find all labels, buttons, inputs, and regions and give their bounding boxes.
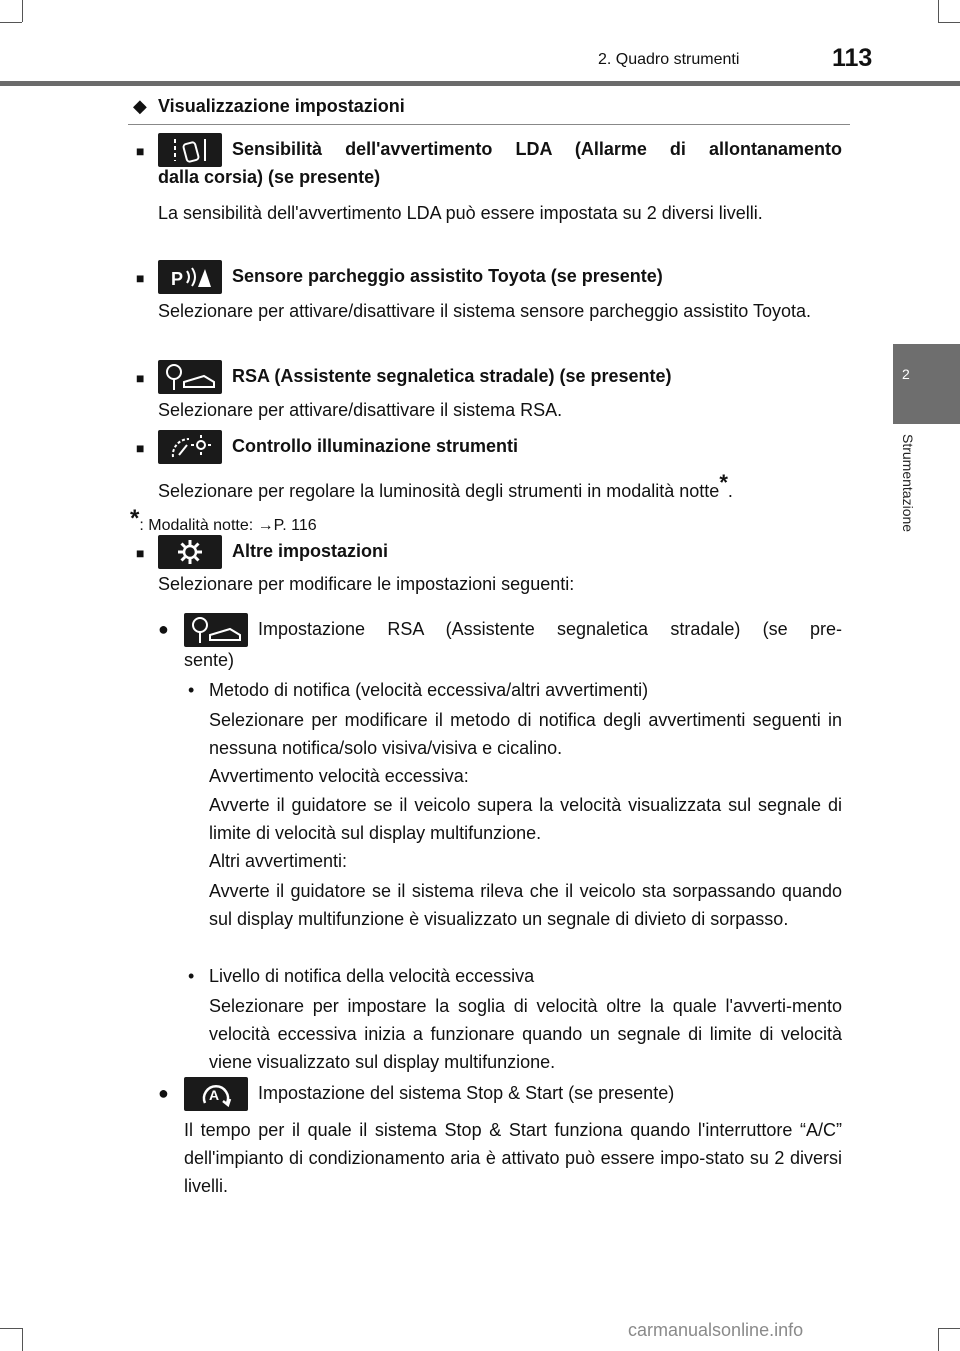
section-rule [128, 124, 850, 125]
crop-mark [938, 0, 939, 22]
item-body: La sensibilità dell'avvertimento LDA può essere impostata su 2 diversi livelli. [158, 203, 763, 223]
arrow-right-icon: → [257, 517, 274, 534]
item-title: Altre impostazioni [232, 541, 389, 561]
item-body: Selezionare per modificare le impostazioni seguenti: [158, 574, 575, 594]
crop-mark [0, 22, 22, 23]
square-bullet-icon: ■ [136, 270, 145, 286]
item-body: Selezionare per attivare/disattivare il sistema sensore parcheggio assistito Toyota. [158, 301, 812, 321]
round-bullet-icon: ● [158, 619, 169, 639]
chapter-title: 2. Quadro strumenti [598, 51, 740, 68]
watermark: carmanualsonline.info [628, 1320, 804, 1340]
crop-mark [938, 1328, 939, 1351]
section-title: Visualizzazione impostazioni [158, 96, 405, 116]
rsa-icon [184, 613, 248, 647]
stop-start-icon [184, 1077, 248, 1111]
illumination-icon [158, 430, 222, 464]
list-bullet: • [188, 966, 195, 986]
square-bullet-icon: ■ [136, 440, 145, 456]
round-bullet-icon: ● [158, 1083, 169, 1103]
item-title: dalla corsia) (se presente) [158, 167, 381, 187]
svg-text:P: P [171, 269, 184, 289]
sub-item-title-cont: sente) [184, 650, 235, 670]
sub-item-text: Il tempo per il quale il sistema Stop & Start funziona quando l'interruttore “A/C” dell'impianto di condizionamento aria è attivato può essere impo-stato su 2 diversi livelli. [184, 1120, 842, 1196]
item-body-line [158, 470, 733, 502]
sub-item-title: Impostazione del sistema Stop & Start (se presente) [258, 1083, 675, 1103]
square-bullet-icon: ■ [136, 370, 145, 386]
square-bullet-icon: ■ [136, 545, 145, 561]
lda-icon [158, 133, 222, 167]
footnote-star: * [130, 505, 140, 532]
crop-mark [22, 0, 23, 22]
crop-mark [938, 1328, 960, 1329]
item-title: Sensore parcheggio assistito Toyota (se presente) [232, 266, 663, 286]
bullet-sub-label: Avvertimento velocità eccessiva: [209, 766, 469, 786]
gear-icon [158, 535, 222, 569]
chapter-tab-number: 2 [902, 366, 910, 382]
rsa-icon [158, 360, 222, 394]
bullet-sub-text: Avverte il guidatore se il sistema rileva che il veicolo sta sorpassando quando sul display multifunzione è visualizzato un segnale di divieto di sorpasso. [209, 881, 842, 929]
footnote-text: : Modalità notte: [139, 517, 258, 534]
item-body: Selezionare per regolare la luminosità degli strumenti in modalità notte [158, 481, 720, 501]
item-body: Selezionare per attivare/disattivare il sistema RSA. [158, 400, 563, 420]
bullet-label: Livello di notifica della velocità eccessiva [209, 966, 535, 986]
square-bullet-icon: ■ [136, 143, 145, 159]
crop-mark [22, 1328, 23, 1351]
bullet-text: Selezionare per impostare la soglia di velocità oltre la quale l'avverti-mento velocità eccessiva inizia a funzionare quando un segnale di limite di velocità viene visualizzato sul display multifunzione. [209, 996, 842, 1072]
crop-mark [938, 22, 960, 23]
parking-sensor-icon [158, 260, 222, 294]
svg-text:A: A [209, 1087, 220, 1103]
chapter-tab[interactable] [893, 344, 960, 424]
crop-mark [0, 1328, 22, 1329]
chapter-tab-label: Strumentazione [900, 434, 916, 533]
footnote [130, 505, 317, 535]
footnote-ref[interactable]: P. 116 [273, 517, 317, 534]
header-rule [0, 81, 960, 86]
footnote-mark: * [719, 470, 728, 495]
list-bullet: • [188, 680, 195, 700]
diamond-icon: ◆ [133, 96, 147, 116]
bullet-sub-text: Avverte il guidatore se il veicolo supera la velocità visualizzata sul segnale di limite di velocità sul display multifunzione. [209, 795, 842, 843]
item-title: Controllo illuminazione strumenti [232, 436, 519, 456]
page-number: 113 [832, 44, 873, 72]
sub-item-title: Impostazione RSA (Assistente segnaletica stradale) (se pre- [258, 619, 842, 639]
item-title: RSA (Assistente segnaletica stradale) (se presente) [232, 366, 672, 386]
bullet-sub-label: Altri avvertimenti: [209, 851, 348, 871]
bullet-label: Metodo di notifica (velocità eccessiva/altri avvertimenti) [209, 680, 649, 700]
item-title: Sensibilità dell'avvertimento LDA (Allarme di allontanamento [232, 139, 842, 159]
bullet-text: Selezionare per modificare il metodo di notifica degli avvertimenti seguenti in nessuna notifica/solo visiva/visiva e cicalino. [209, 710, 842, 758]
item-body-end: . [727, 481, 733, 501]
